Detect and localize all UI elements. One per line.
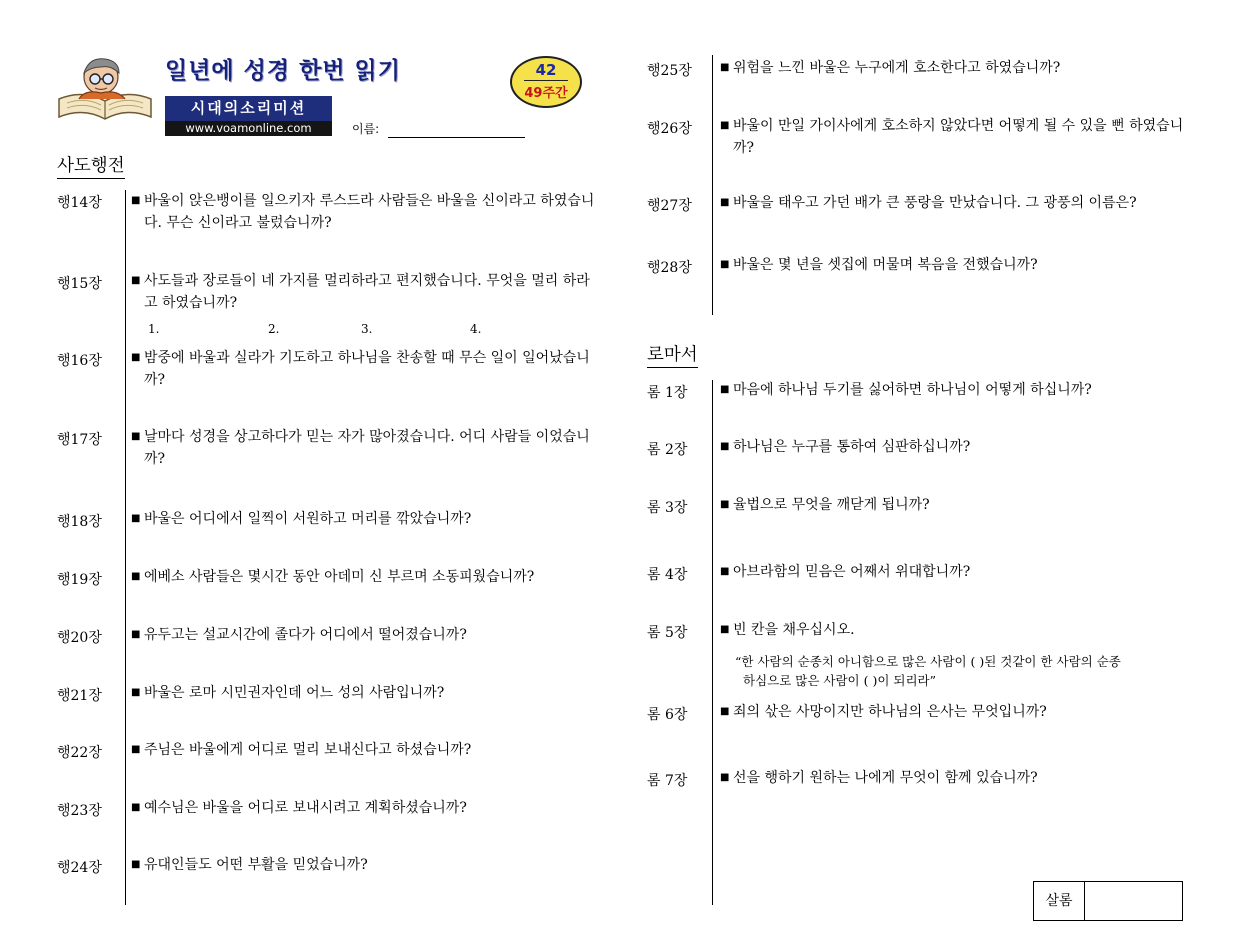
- fill-in-quote: [735, 652, 1205, 690]
- bullet-icon: ■: [131, 195, 141, 206]
- chapter-label: 행27장: [647, 198, 692, 214]
- chapter-label: 롬 1장: [647, 385, 688, 401]
- bullet-icon: ■: [720, 624, 730, 635]
- question-text: 예수님은 바울을 어디로 보내시려고 계획하셨습니까?: [144, 800, 467, 816]
- option-label: 3.: [361, 322, 373, 336]
- chapter-label: 행14장: [57, 195, 102, 211]
- quote-line: “한 사람의 순종치 아니함으로 많은 사람이 ( )된 것같이 한 사람의 순종: [735, 654, 1121, 669]
- name-field[interactable]: [388, 137, 525, 138]
- question-text: 유두고는 설교시간에 졸다가 어디에서 떨어졌습니까?: [144, 627, 467, 643]
- question-text: 선을 행하기 원하는 나에게 무엇이 함께 있습니까?: [733, 770, 1038, 786]
- option-label: 1.: [148, 322, 160, 336]
- question-text: 밤중에 바울과 실라가 기도하고 하나님을 찬송할 때 무슨 일이 일어났습니까?: [144, 350, 590, 388]
- question-item: [131, 270, 596, 314]
- chapter-label: 롬 7장: [647, 773, 688, 789]
- bullet-icon: ■: [720, 772, 730, 783]
- question-text: 사도들과 장로들이 네 가지를 멀리하라고 편지했습니다. 무엇을 멀리 하라고 하였습니까?: [144, 273, 590, 311]
- question-item: [720, 115, 1200, 159]
- chapter-label: 행26장: [647, 121, 692, 137]
- chapter-label: 행17장: [57, 432, 102, 448]
- question-item: [131, 682, 596, 704]
- bullet-icon: ■: [131, 571, 141, 582]
- question-item: [131, 624, 596, 646]
- question-item: [720, 57, 1200, 79]
- question-text: 죄의 삯은 사망이지만 하나님의 은사는 무엇입니까?: [733, 704, 1047, 720]
- question-item: [720, 254, 1200, 276]
- name-label: 이름:: [352, 122, 380, 136]
- chapter-label: 행25장: [647, 63, 692, 79]
- chapter-label: 행20장: [57, 630, 102, 646]
- question-item: [131, 739, 596, 761]
- left-column-divider: [125, 190, 126, 905]
- bullet-icon: ■: [131, 744, 141, 755]
- question-text: 바울은 어디에서 일찍이 서원하고 머리를 깎았습니까?: [144, 511, 472, 527]
- badge-divider: [524, 80, 568, 81]
- quote-line: 하심으로 많은 사람이 ( )이 되리라”: [743, 673, 936, 688]
- bullet-icon: ■: [131, 352, 141, 363]
- chapter-label: 롬 4장: [647, 567, 688, 583]
- question-item: [131, 797, 596, 819]
- bullet-icon: ■: [131, 431, 141, 442]
- section-title-romans: 로마서: [647, 341, 698, 368]
- bullet-icon: ■: [720, 120, 730, 131]
- stamp-label: 살롬: [1034, 882, 1085, 920]
- chapter-label: 행24장: [57, 860, 102, 876]
- bullet-icon: ■: [131, 629, 141, 640]
- stamp-box: [1033, 881, 1183, 921]
- question-text: 바울이 만일 가이사에게 호소하지 않았다면 어떻게 될 수 있을 뻔 하였습니까?: [733, 118, 1184, 156]
- chapter-label: 행23장: [57, 803, 102, 819]
- chapter-label: 행28장: [647, 260, 692, 276]
- question-text: 율법으로 무엇을 깨닫게 됩니까?: [733, 497, 930, 513]
- option-label: 2.: [268, 322, 280, 336]
- chapter-label: 행21장: [57, 688, 102, 704]
- question-text: 바울은 몇 년을 셋집에 머물며 복음을 전했습니까?: [733, 257, 1038, 273]
- question-text: 하나님은 누구를 통하여 심판하십니까?: [733, 439, 971, 455]
- question-text: 바울이 앉은뱅이를 일으키자 루스드라 사람들은 바울을 신이라고 하였습니다. 무슨 신이라고 불렀습니까?: [144, 193, 595, 231]
- question-text: 주님은 바울에게 어디로 멀리 보내신다고 하셨습니까?: [144, 742, 472, 758]
- bullet-icon: ■: [720, 259, 730, 270]
- question-item: [131, 854, 596, 876]
- option-label: 4.: [470, 322, 482, 336]
- bullet-icon: ■: [720, 566, 730, 577]
- page-title: 일년에 성경 한번 읽기: [165, 58, 401, 84]
- chapter-label: 롬 6장: [647, 707, 688, 723]
- section-title-acts: 사도행전: [57, 152, 125, 179]
- question-item: [720, 379, 1200, 401]
- question-text: 아브라함의 믿음은 어째서 위대합니까?: [733, 564, 971, 580]
- answer-options: [148, 322, 568, 340]
- question-item: [720, 192, 1210, 214]
- chapter-label: 롬 5장: [647, 625, 688, 641]
- question-item: [720, 561, 1200, 583]
- question-item: [131, 566, 601, 588]
- bullet-icon: ■: [131, 513, 141, 524]
- bullet-icon: ■: [720, 197, 730, 208]
- bullet-icon: ■: [720, 384, 730, 395]
- question-item: [131, 347, 596, 391]
- week-badge: [510, 56, 582, 108]
- bullet-icon: ■: [131, 687, 141, 698]
- chapter-label: 롬 2장: [647, 442, 688, 458]
- chapter-label: 행22장: [57, 745, 102, 761]
- org-name-banner: 시대의소리미션: [165, 96, 332, 121]
- right-column-divider-top: [712, 55, 713, 315]
- question-item: [131, 426, 596, 470]
- chapter-label: 행19장: [57, 572, 102, 588]
- question-text: 위험을 느낀 바울은 누구에게 호소한다고 하였습니까?: [733, 60, 1061, 76]
- question-item: [720, 619, 1200, 641]
- badge-week: 49주간: [524, 86, 568, 101]
- bullet-icon: ■: [720, 706, 730, 717]
- reading-man-icon: [55, 55, 155, 125]
- question-item: [720, 436, 1200, 458]
- question-text: 유대인들도 어떤 부활을 믿었습니까?: [144, 857, 368, 873]
- bullet-icon: ■: [131, 802, 141, 813]
- question-text: 빈 칸을 채우십시오.: [733, 622, 855, 638]
- question-item: [131, 190, 596, 234]
- bullet-icon: ■: [131, 275, 141, 286]
- question-item: [720, 494, 1200, 516]
- bullet-icon: ■: [720, 441, 730, 452]
- question-item: [131, 508, 596, 530]
- question-text: 에베소 사람들은 몇시간 동안 아데미 신 부르며 소동피웠습니까?: [144, 569, 535, 585]
- bullet-icon: ■: [131, 859, 141, 870]
- question-item: [720, 767, 1200, 789]
- question-text: 날마다 성경을 상고하다가 믿는 자가 많아졌습니다. 어디 사람들 이었습니까?: [144, 429, 590, 467]
- question-text: 바울은 로마 시민권자인데 어느 성의 사람입니까?: [144, 685, 445, 701]
- chapter-label: 행18장: [57, 514, 102, 530]
- chapter-label: 행16장: [57, 353, 102, 369]
- chapter-label: 롬 3장: [647, 500, 688, 516]
- right-column-divider-bottom: [712, 380, 713, 905]
- bullet-icon: ■: [720, 499, 730, 510]
- question-text: 바울을 태우고 가던 배가 큰 풍랑을 만났습니다. 그 광풍의 이름은?: [733, 195, 1137, 211]
- website-url: www.voamonline.com: [165, 121, 332, 136]
- bullet-icon: ■: [720, 62, 730, 73]
- chapter-label: 행15장: [57, 276, 102, 292]
- badge-number: 42: [535, 61, 557, 79]
- question-item: [720, 701, 1200, 723]
- question-text: 마음에 하나님 두기를 싫어하면 하나님이 어떻게 하십니까?: [733, 382, 1092, 398]
